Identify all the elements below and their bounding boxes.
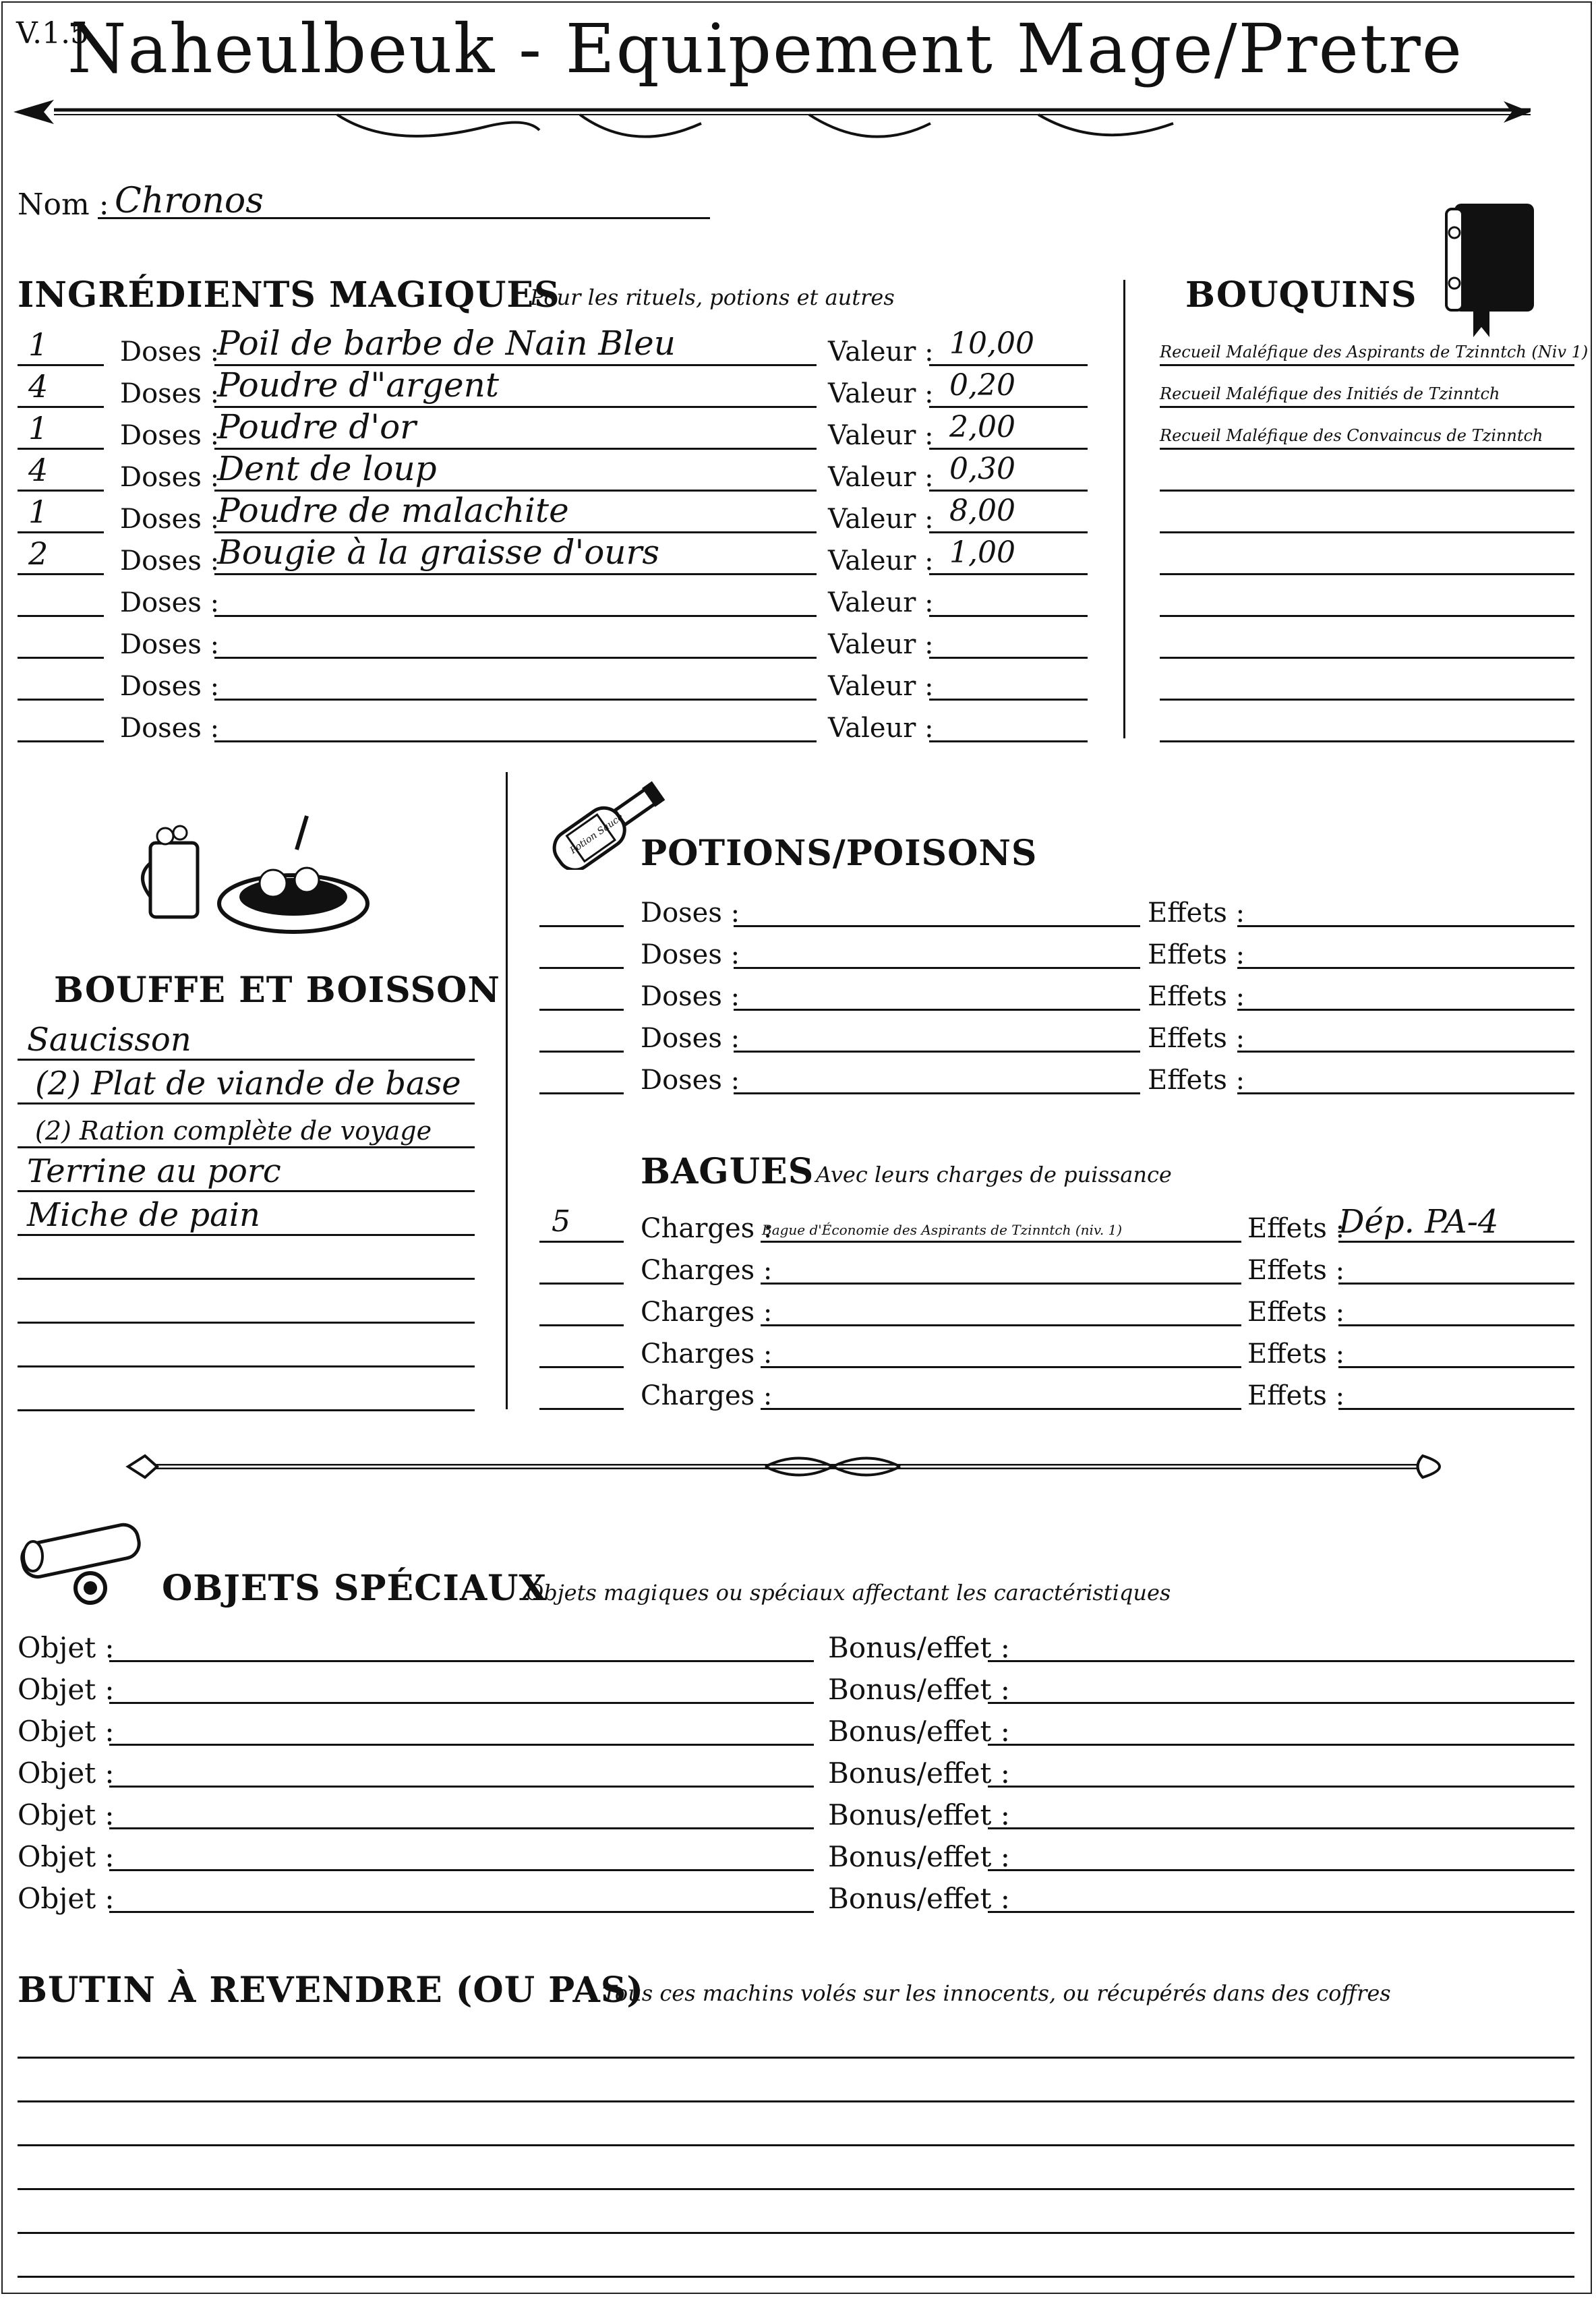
ring-qty-line	[539, 1283, 624, 1285]
ring-qty-line	[539, 1366, 624, 1368]
book-line	[1160, 657, 1574, 659]
ingredient-doses-label: Doses :	[120, 546, 220, 577]
potion-doses-label: Doses :	[641, 981, 740, 1012]
ingredient-qty-line	[18, 531, 104, 533]
ingredient-qty[interactable]: 2	[28, 535, 49, 572]
objet-label: Objet :	[18, 1882, 115, 1915]
ingredient-value-line	[929, 615, 1088, 617]
ingredient-name-line	[214, 615, 817, 617]
objet-line[interactable]	[109, 1911, 814, 1913]
food-item[interactable]: (2) Plat de viande de base	[35, 1065, 461, 1102]
butin-line[interactable]	[18, 2188, 1574, 2190]
ingredient-value-line	[929, 490, 1088, 492]
bonus-line[interactable]	[988, 1702, 1574, 1704]
ingredient-name[interactable]: Poudre d"argent	[217, 365, 499, 405]
food-line	[18, 1409, 475, 1411]
bonus-line[interactable]	[988, 1827, 1574, 1829]
ingredient-qty-line	[18, 615, 104, 617]
potion-effect-line	[1237, 1051, 1574, 1053]
ingredient-qty-line	[18, 657, 104, 659]
ring-charges-label: Charges :	[641, 1380, 773, 1411]
ingredient-doses-label: Doses :	[120, 504, 220, 535]
version-label: V.1.5	[16, 16, 90, 51]
butin-line[interactable]	[18, 2057, 1574, 2059]
ingredient-valeur-label: Valeur :	[828, 546, 934, 577]
ingredient-doses-label: Doses :	[120, 420, 220, 451]
food-line	[18, 1059, 475, 1061]
potion-name-line	[734, 967, 1140, 969]
objet-label: Objet :	[18, 1631, 115, 1664]
ring-charges-label: Charges :	[641, 1213, 773, 1244]
book-item[interactable]: Recueil Maléfique des Aspirants de Tzinntch (Niv 1)	[1160, 343, 1589, 361]
bonus-label: Bonus/effet :	[828, 1798, 1010, 1831]
page-title: Naheulbeuk - Equipement Mage/Pretre	[67, 9, 1463, 88]
butin-line[interactable]	[18, 2232, 1574, 2234]
ingredient-value-line	[929, 406, 1088, 408]
potion-doses-label: Doses :	[641, 897, 740, 929]
book-line	[1160, 490, 1574, 492]
ingredient-qty-line	[18, 448, 104, 450]
book-line	[1160, 573, 1574, 575]
ingredient-name[interactable]: Dent de loup	[217, 449, 437, 488]
ingredient-doses-label: Doses :	[120, 671, 220, 702]
bouquins-title: BOUQUINS	[1185, 274, 1417, 316]
ingredient-value-line	[929, 364, 1088, 366]
bonus-label: Bonus/effet :	[828, 1631, 1010, 1664]
potion-qty-line	[539, 925, 624, 927]
book-line	[1160, 531, 1574, 533]
food-line	[18, 1234, 475, 1236]
ring-charges-label: Charges :	[641, 1255, 773, 1286]
bonus-label: Bonus/effet :	[828, 1673, 1010, 1706]
bagues-title: BAGUES	[641, 1151, 815, 1192]
ingredient-value-line	[929, 699, 1088, 701]
potion-qty-line	[539, 967, 624, 969]
ingredient-qty-line	[18, 490, 104, 492]
ingredient-name[interactable]: Bougie à la graisse d'ours	[217, 533, 660, 572]
objet-line[interactable]	[109, 1660, 814, 1662]
ingredient-value-line	[929, 657, 1088, 659]
book-line	[1160, 406, 1574, 408]
ingredient-valeur-label: Valeur :	[828, 629, 934, 660]
ring-qty-line	[539, 1241, 624, 1243]
ring-effets-label: Effets :	[1247, 1380, 1345, 1411]
ring-name-line	[761, 1324, 1241, 1326]
book-line	[1160, 448, 1574, 450]
potion-name-line	[734, 1009, 1140, 1011]
nom-value[interactable]: Chronos	[115, 181, 264, 221]
bonus-label: Bonus/effet :	[828, 1757, 1010, 1790]
food-item[interactable]: Terrine au porc	[27, 1152, 281, 1190]
ingredient-qty-line	[18, 573, 104, 575]
butin-title: BUTIN À REVENDRE (OU PAS)	[18, 1970, 644, 2011]
book-line	[1160, 699, 1574, 701]
potion-name-line	[734, 1092, 1140, 1094]
objets-title: OBJETS SPÉCIAUX	[162, 1568, 547, 1609]
potion-qty-line	[539, 1092, 624, 1094]
book-line	[1160, 740, 1574, 742]
objet-line[interactable]	[109, 1869, 814, 1871]
objet-label: Objet :	[18, 1798, 115, 1831]
staff-divider-icon	[125, 1446, 1460, 1487]
butin-subtitle: Tous ces machins volés sur les innocents, ou récupérés dans des coffres	[602, 1980, 1391, 2006]
ingredients-subtitle: Pour les rituels, potions et autres	[530, 285, 895, 310]
potion-doses-label: Doses :	[641, 1023, 740, 1054]
butin-line[interactable]	[18, 2100, 1574, 2102]
ingredient-value[interactable]: 2,00	[949, 410, 1015, 444]
ingredient-value-line	[929, 740, 1088, 742]
bouffe-title: BOUFFE ET BOISSON	[54, 970, 500, 1011]
ingredient-doses-label: Doses :	[120, 378, 220, 409]
bonus-label: Bonus/effet :	[828, 1840, 1010, 1873]
ingredient-doses-label: Doses :	[120, 713, 220, 744]
ring-qty[interactable]: 5	[552, 1204, 570, 1239]
ingredient-qty-line	[18, 740, 104, 742]
ingredient-valeur-label: Valeur :	[828, 504, 934, 535]
book-line	[1160, 364, 1574, 366]
ingredient-name-line	[214, 573, 817, 575]
bonus-line[interactable]	[988, 1911, 1574, 1913]
ring-name-line	[761, 1366, 1241, 1368]
ingredient-name-line	[214, 657, 817, 659]
potion-effect-line	[1237, 967, 1574, 969]
ring-effect[interactable]: Dép. PA-4	[1338, 1203, 1499, 1241]
ring-qty-line	[539, 1408, 624, 1410]
nom-label: Nom :	[18, 187, 109, 222]
bonus-line[interactable]	[988, 1660, 1574, 1662]
ring-effect-line	[1338, 1283, 1574, 1285]
ingredient-qty[interactable]: 1	[28, 494, 49, 530]
objets-subtitle: Objets magiques ou spéciaux affectant les caractéristiques	[526, 1580, 1171, 1605]
potion-name-line	[734, 925, 1140, 927]
bagues-subtitle: Avec leurs charges de puissance	[816, 1162, 1172, 1187]
food-line	[18, 1365, 475, 1367]
food-icon	[138, 802, 371, 941]
ring-name[interactable]: Bague d'Économie des Aspirants de Tzinntch (niv. 1)	[762, 1222, 1123, 1238]
ring-name-line	[761, 1283, 1241, 1285]
potion-effets-label: Effets :	[1148, 939, 1245, 970]
ingredient-valeur-label: Valeur :	[828, 336, 934, 367]
ingredient-value[interactable]: 0,30	[949, 452, 1015, 486]
food-line	[18, 1322, 475, 1324]
potion-effect-line	[1237, 1092, 1574, 1094]
ingredient-valeur-label: Valeur :	[828, 587, 934, 618]
book-item[interactable]: Recueil Maléfique des Initiés de Tzinntch	[1160, 384, 1500, 403]
ingredient-valeur-label: Valeur :	[828, 462, 934, 493]
spear-divider-icon	[13, 86, 1531, 147]
objet-line[interactable]	[109, 1786, 814, 1788]
ingredient-value-line	[929, 531, 1088, 533]
ingredient-name[interactable]: Poudre d'or	[217, 407, 417, 446]
ring-charges-label: Charges :	[641, 1297, 773, 1328]
ingredient-name[interactable]: Poudre de malachite	[217, 491, 569, 530]
ring-effets-label: Effets :	[1247, 1297, 1345, 1328]
ingredient-qty-line	[18, 406, 104, 408]
potion-effect-line	[1237, 1009, 1574, 1011]
potion-doses-label: Doses :	[641, 1065, 740, 1096]
ring-effect-line	[1338, 1366, 1574, 1368]
objet-label: Objet :	[18, 1840, 115, 1873]
ingredient-valeur-label: Valeur :	[828, 671, 934, 702]
ring-effets-label: Effets :	[1247, 1255, 1345, 1286]
book-item[interactable]: Recueil Maléfique des Convaincus de Tzinntch	[1160, 426, 1543, 445]
food-line	[18, 1102, 475, 1104]
potion-effets-label: Effets :	[1148, 897, 1245, 929]
ingredient-doses-label: Doses :	[120, 629, 220, 660]
ingredient-name-line	[214, 740, 817, 742]
potions-title: POTIONS/POISONS	[641, 833, 1038, 874]
butin-line[interactable]	[18, 2276, 1574, 2278]
ring-name-line	[761, 1241, 1241, 1243]
ingredient-value[interactable]: 8,00	[949, 494, 1015, 528]
food-item[interactable]: Miche de pain	[27, 1196, 260, 1234]
ring-effets-label: Effets :	[1247, 1213, 1345, 1244]
objet-label: Objet :	[18, 1757, 115, 1790]
ingredient-value[interactable]: 10,00	[949, 326, 1034, 361]
objet-line[interactable]	[109, 1744, 814, 1746]
ingredient-valeur-label: Valeur :	[828, 713, 934, 744]
book-icon	[1440, 196, 1547, 341]
food-item[interactable]: Saucisson	[27, 1021, 191, 1059]
ingredient-value[interactable]: 1,00	[949, 535, 1015, 570]
bonus-label: Bonus/effet :	[828, 1882, 1010, 1915]
food-item[interactable]: (2) Ration complète de voyage	[35, 1116, 432, 1146]
potion-name-line	[734, 1051, 1140, 1053]
bonus-line[interactable]	[988, 1744, 1574, 1746]
ingredient-valeur-label: Valeur :	[828, 420, 934, 451]
ingredient-qty[interactable]: 4	[28, 452, 49, 488]
ingredient-doses-label: Doses :	[120, 587, 220, 618]
ring-charges-label: Charges :	[641, 1338, 773, 1369]
ingredient-qty[interactable]: 1	[28, 326, 49, 363]
food-line	[18, 1278, 475, 1280]
bonus-line[interactable]	[988, 1869, 1574, 1871]
objet-line[interactable]	[109, 1827, 814, 1829]
food-line	[18, 1146, 475, 1148]
potion-effets-label: Effets :	[1148, 981, 1245, 1012]
scroll-ring-icon	[16, 1510, 151, 1612]
potion-effets-label: Effets :	[1148, 1023, 1245, 1054]
bottle-label: Potion Sauce	[568, 811, 626, 856]
ring-qty-line	[539, 1324, 624, 1326]
potion-effets-label: Effets :	[1148, 1065, 1245, 1096]
ingredient-qty[interactable]: 4	[28, 368, 49, 405]
nom-line	[98, 217, 710, 219]
ingredient-name[interactable]: Poil de barbe de Nain Bleu	[217, 324, 676, 363]
potion-effect-line	[1237, 925, 1574, 927]
butin-line[interactable]	[18, 2144, 1574, 2146]
ingredient-name-line	[214, 699, 817, 701]
objet-label: Objet :	[18, 1715, 115, 1748]
bonus-line[interactable]	[988, 1786, 1574, 1788]
ingredient-valeur-label: Valeur :	[828, 378, 934, 409]
ingredients-title: INGRÉDIENTS MAGIQUES	[18, 274, 560, 316]
food-line	[18, 1190, 475, 1192]
ingredient-qty[interactable]: 1	[28, 410, 49, 446]
ingredient-value-line	[929, 448, 1088, 450]
objet-label: Objet :	[18, 1673, 115, 1706]
book-line	[1160, 615, 1574, 617]
ring-effect-line	[1338, 1408, 1574, 1410]
ingredient-qty-line	[18, 699, 104, 701]
ingredient-doses-label: Doses :	[120, 336, 220, 367]
ingredient-doses-label: Doses :	[120, 462, 220, 493]
bouquins-divider	[1123, 280, 1125, 738]
ring-effect-line	[1338, 1241, 1574, 1243]
potion-qty-line	[539, 1009, 624, 1011]
ingredient-value-line	[929, 573, 1088, 575]
potion-qty-line	[539, 1051, 624, 1053]
ring-name-line	[761, 1408, 1241, 1410]
ingredient-value[interactable]: 0,20	[949, 368, 1015, 403]
potion-doses-label: Doses :	[641, 939, 740, 970]
objet-line[interactable]	[109, 1702, 814, 1704]
ring-effect-line	[1338, 1324, 1574, 1326]
ring-effets-label: Effets :	[1247, 1338, 1345, 1369]
ingredient-qty-line	[18, 364, 104, 366]
bonus-label: Bonus/effet :	[828, 1715, 1010, 1748]
left-column-divider	[506, 772, 508, 1409]
